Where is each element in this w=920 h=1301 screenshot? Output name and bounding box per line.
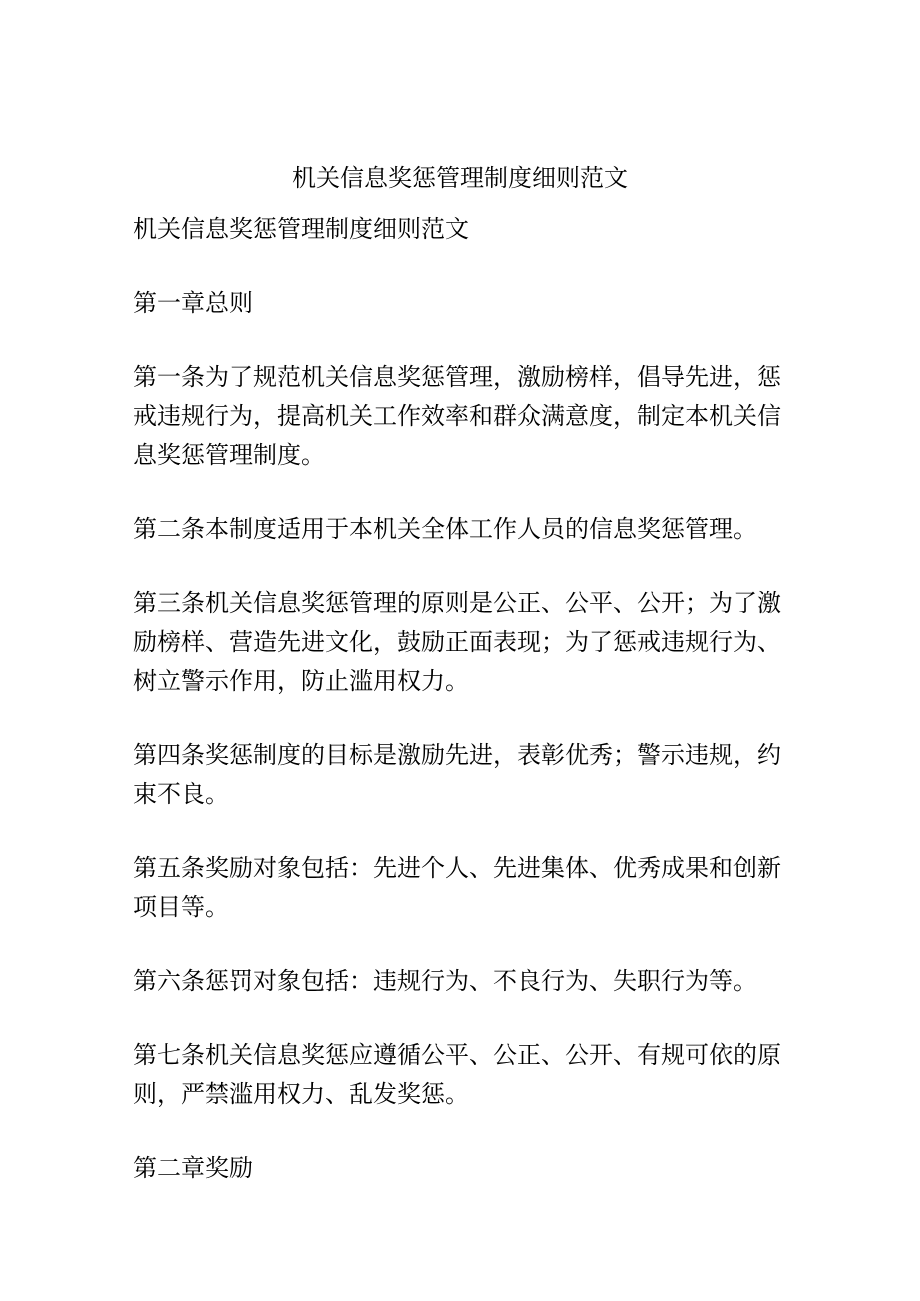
article-6: 第六条惩罚对象包括：违规行为、不良行为、失职行为等。	[133, 967, 757, 995]
article-5: 第五条奖励对象包括：先进个人、先进集体、优秀成果和创新项目等。	[133, 854, 781, 921]
article-7: 第七条机关信息奖惩应遵循公平、公正、公开、有规可依的原则，严禁滥用权力、乱发奖惩。	[133, 1041, 781, 1108]
document-title: 机关信息奖惩管理制度细则范文	[292, 164, 628, 192]
article-3: 第三条机关信息奖惩管理的原则是公正、公平、公开；为了激励榜样、营造先进文化，鼓励正面表现；为了惩戒违规行为、树立警示作用，防止滥用权力。	[133, 589, 781, 695]
article-4: 第四条奖惩制度的目标是激励先进，表彰优秀；警示违规，约束不良。	[133, 741, 781, 808]
article-1: 第一条为了规范机关信息奖惩管理，激励榜样，倡导先进，惩戒违规行为，提高机关工作效率和群众满意度，制定本机关信息奖惩管理制度。	[133, 363, 781, 469]
document-body	[133, 210, 788, 1223]
chapter-heading-general: 第一章总则	[133, 289, 253, 317]
chapter-heading-rewards: 第二章奖励	[133, 1154, 253, 1182]
paragraph-subtitle: 机关信息奖惩管理制度细则范文	[133, 215, 469, 243]
article-2: 第二条本制度适用于本机关全体工作人员的信息奖惩管理。	[133, 515, 757, 543]
